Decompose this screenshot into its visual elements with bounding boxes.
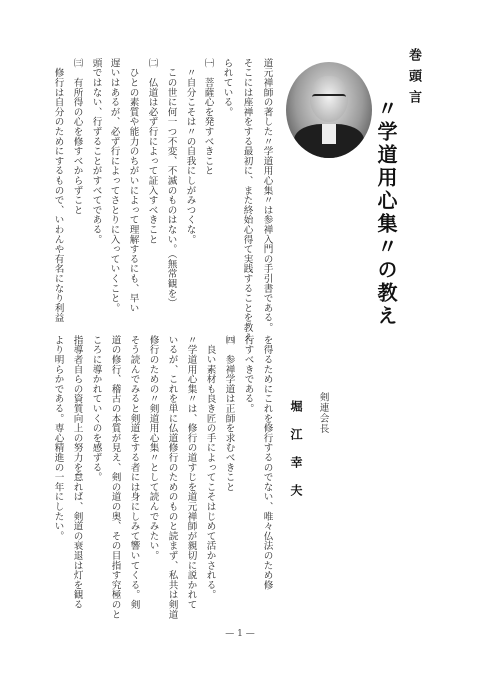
body-column: 指導者自らの資質向上の努力を怠れば、剣道の衰退は灯を観る <box>71 335 83 610</box>
body-column: 修行のための〃剣道用心集〃として読んでみたい。 <box>147 335 159 561</box>
body-column: 頭ではない、行ずることがすべてである。 <box>90 58 102 245</box>
section-label: 巻頭言 <box>406 48 421 111</box>
body-column: いるが、これを単に仏道修行のためのものと読まず、私共は剣道 <box>166 335 178 620</box>
body-column: この世に何一つ不変、不滅のものはない。（無常観を） <box>165 58 177 308</box>
body-column: 修行は自分のためにするもので、いわんや有名になり利益 <box>52 58 64 323</box>
body-column: 行すべきである。 <box>242 335 254 414</box>
item-heading: ㈢ 有所得の心を修すべからずこと <box>71 58 83 215</box>
body-column: そう読んでみると剣道をする者には身にしみて響いてくる。剣 <box>128 335 140 610</box>
author-affiliation: 剣連会長 <box>317 392 329 435</box>
body-column: 道元禅師の著した〃学道用心集〃は参禅入門の手引書である。 <box>261 58 273 333</box>
item-heading: ㈣ 参禅学道は正師を求むべきこと <box>223 335 235 492</box>
page-title: 〃学道用心集〃の教え <box>374 98 398 328</box>
body-column: 良い素材も良き匠の手によってこそはじめて活かされる。 <box>204 335 216 600</box>
body-column: そこには座禅をする最初に、また終始心得て実践することを教え <box>241 58 253 343</box>
body-column: られている。 <box>221 58 233 117</box>
page-number: — 1 — <box>225 629 255 639</box>
body-column: を得るためにこれを修行するのでない、唯々仏法のため修 <box>261 335 273 590</box>
body-column: 道の修行、稽古の本質が見え、剣の道の奥、その目指す究極のと <box>109 335 121 620</box>
body-column: 〃学道用心集〃は、修行の道すじを道元禅師が親切に説かれて <box>185 335 197 610</box>
author-name: 堀江幸夫 <box>289 400 303 512</box>
author-portrait <box>286 62 372 158</box>
item-heading: ㈠ 菩薩心を発すべきこと <box>202 58 214 176</box>
body-column: 遅いはあるが、必ず行によってさとりに入っていくこと。 <box>108 58 120 313</box>
body-column: より明らかである。専心精進の一年にしたい。 <box>52 335 64 541</box>
item-heading: ㈡ 仏道は必ず行によって証入すべきこと <box>146 58 158 245</box>
body-column: 〃自分こそは〃の自我にしがみつくな。 <box>184 58 196 245</box>
body-column: ひとの素質や能力のちがいによって理解するにも、早い <box>127 58 139 313</box>
body-column: ころに導かれていくのを感ずる。 <box>90 335 102 482</box>
